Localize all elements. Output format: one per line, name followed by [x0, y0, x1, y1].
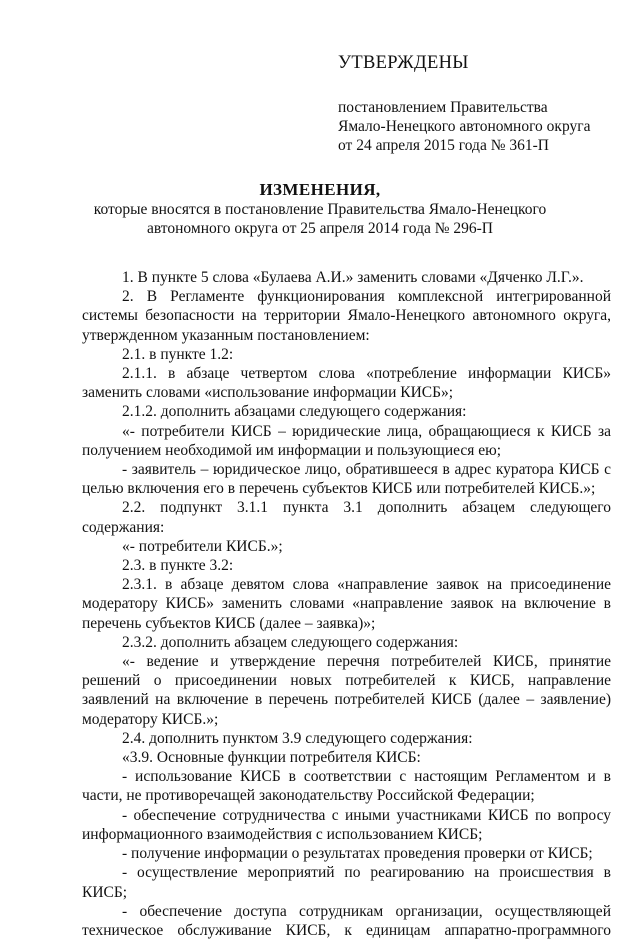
- paragraph: - обеспечение сотрудничества с иными участниками КИСБ по вопросу информационного взаимодействия с использованием КИСБ;: [82, 806, 611, 843]
- document-title: ИЗМЕНЕНИЯ,: [259, 180, 381, 199]
- paragraph: - использование КИСБ в соответствии с настоящим Регламентом и в части, не противоречащей законодательству Российской Федерации;: [82, 768, 611, 805]
- paragraph: «- потребители КИСБ.»;: [122, 537, 283, 555]
- document-subtitle-line: автономного округа от 25 апреля 2014 года № 296-П: [147, 220, 493, 237]
- paragraph: 2.3. в пункте 3.2:: [122, 557, 234, 575]
- document-body: [82, 268, 611, 940]
- approval-stamp-block: [338, 52, 628, 155]
- paragraph: 2.3.2. дополнить абзацем следующего содержания:: [122, 633, 459, 651]
- paragraph: 2.1.2. дополнить абзацами следующего содержания:: [122, 403, 467, 421]
- paragraph: 2.4. дополнить пунктом 3.9 следующего содержания:: [122, 729, 473, 747]
- document-title-block: [0, 180, 640, 238]
- paragraph: 2.3.1. в абзаце девятом слова «направление заявок на присоединение модератору КИСБ» заменить словами «направление заявок на включение в перечень субъектов КИСБ (далее – заявка)»;: [82, 576, 611, 632]
- approval-line: от 24 апреля 2015 года № 361-П: [338, 137, 549, 154]
- paragraph: 2.1.1. в абзаце четвертом слова «потребление информации КИСБ» заменить словами «использование информации КИСБ»;: [82, 365, 611, 402]
- paragraph: «- ведение и утверждение перечня потребителей КИСБ, принятие решений о присоединении новых потребителей к КИСБ, направление заявлений на включение в перечень потребителей КИСБ (далее – заявление) модератору КИСБ.»;: [82, 653, 611, 728]
- paragraph: «3.9. Основные функции потребителя КИСБ:: [122, 749, 421, 767]
- document-subtitle-line: которые вносятся в постановление Правительства Ямало-Ненецкого: [93, 201, 547, 218]
- paragraph: 2. В Регламенте функционирования комплексной интегрированной системы безопасности на территории Ямало-Ненецкого автономного округа, утвержденном указанным постановлением:: [82, 288, 611, 344]
- paragraph: - осуществление мероприятий по реагированию на происшествия в КИСБ;: [82, 864, 611, 901]
- paragraph: 2.1. в пункте 1.2:: [122, 345, 234, 363]
- approval-line: Ямало-Ненецкого автономного округа: [338, 118, 591, 135]
- paragraph: - обеспечение доступа сотрудникам организации, осуществляющей техническое обслуживание КИСБ, к единицам аппаратно-программного: [82, 902, 611, 939]
- paragraph: 1. В пункте 5 слова «Булаева А.И.» заменить словами «Дяченко Л.Г.».: [122, 269, 584, 286]
- approval-heading: УТВЕРЖДЕНЫ: [338, 53, 469, 73]
- paragraph: - получение информации о результатах проведения проверки от КИСБ;: [122, 845, 593, 863]
- paragraph: «- потребители КИСБ – юридические лица, обращающиеся к КИСБ за получением необходимой им информации и пользующиеся ею;: [82, 422, 611, 459]
- paragraph: 2.2. подпункт 3.1.1 пункта 3.1 дополнить абзацем следующего содержания:: [82, 499, 611, 536]
- approval-line: постановлением Правительства: [338, 99, 548, 116]
- paragraph: - заявитель – юридическое лицо, обратившееся в адрес куратора КИСБ с целью включения его в перечень субъектов КИСБ или потребителей КИСБ.»;: [82, 461, 611, 498]
